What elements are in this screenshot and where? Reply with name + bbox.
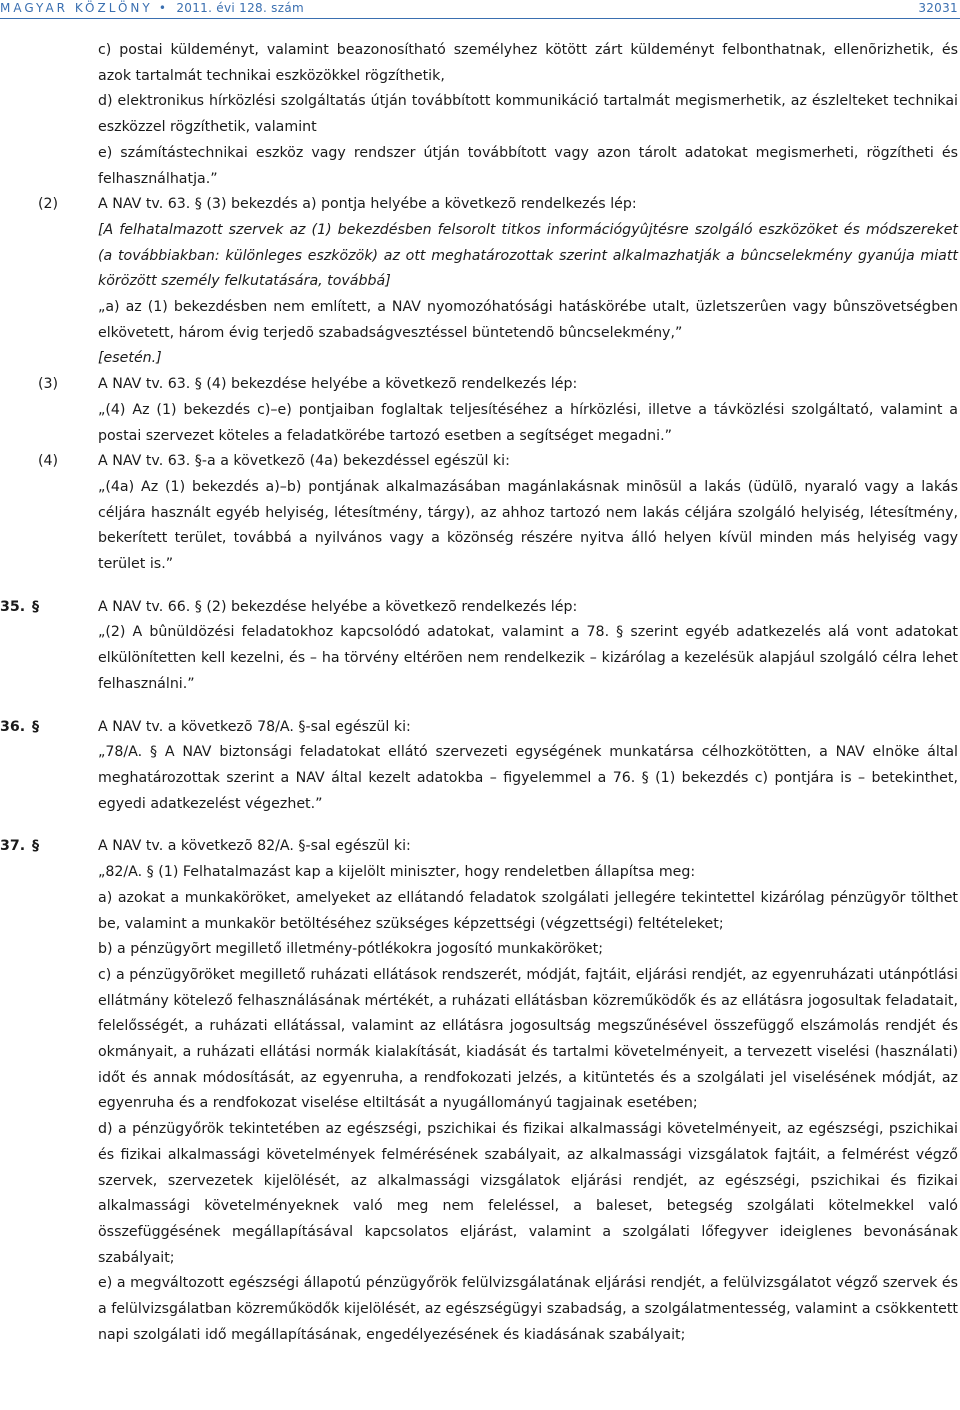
paragraph <box>0 295 960 346</box>
document-body <box>0 38 960 1348</box>
paragraph <box>0 141 960 192</box>
paragraph-text: „(4) Az (1) bekezdés c)–e) pontjaiban foglaltak teljesítéséhez a hírközlési, illetve a távközlési szolgáltató, valamint a postai szervezet köteles a feladatkörébe tartozó esetben a segítséget megadni.” <box>98 401 958 444</box>
paragraph-number: (4) <box>38 453 59 470</box>
paragraph <box>0 1271 960 1348</box>
paragraph <box>0 1117 960 1271</box>
paragraph <box>0 937 960 963</box>
paragraph <box>0 89 960 140</box>
section-heading-paragraph <box>0 834 960 860</box>
paragraph <box>0 398 960 449</box>
paragraph-number: (3) <box>38 376 59 393</box>
paragraph-text: e) a megváltozott egészségi állapotú pénzügyőrök felülvizsgálatának eljárási rendjét, a felülvizsgálatot végző szervek és a felülvizsgálatban közreműködők kijelölését, az egészségügyi szabadság, a szolgálatmentesség, valamint a csökkentett napi szolgálati idő megállapításának, engedélyezésének és kiadásának szabályait; <box>98 1275 958 1343</box>
paragraph-text: A NAV tv. 63. § (3) bekezdés a) pontja helyébe a következõ rendelkezés lép: <box>98 196 637 213</box>
paragraph-number: (2) <box>38 196 59 213</box>
bullet-separator: • <box>158 1 167 15</box>
paragraph <box>0 860 960 886</box>
page-header <box>0 0 960 19</box>
paragraph-text: „78/A. § A NAV biztonsági feladatokat ellátó szervezeti egységének munkatársa célhozkötötten, a NAV elnöke által meghatározottak szerint a NAV által kezelt adatokba – figyelemmel a 76. § (1) bekezdés c) pontjára is – betekinthet, egyedi adatkezelést végezhet.” <box>98 744 958 812</box>
paragraph-text: „(2) A bûnüldözési feladatokhoz kapcsolódó adatokat, valamint a 78. § szerint egyéb adatkezelés alá vont adatokat elkülönítetten kell kezelni, és – ha törvény eltérõen nem rendelkezik – kizárólag a kezelésük alapjául szolgáló célra lehet felhasználni.” <box>98 624 958 692</box>
paragraph-text: c) postai küldeményt, valamint beazonosítható személyhez kötött zárt küldeményt felbonthatnak, ellenõrizhetik, és azok tartalmát technikai eszközökkel rögzíthetik, <box>98 42 958 84</box>
running-head <box>0 0 304 16</box>
numbered-paragraph <box>0 372 960 398</box>
issue-label: 2011. évi 128. szám <box>176 1 304 15</box>
section-symbol: § <box>32 838 40 855</box>
paragraph <box>0 475 960 578</box>
paragraph-text: [A felhatalmazott szervek az (1) bekezdésben felsorolt titkos információgyûjtésre szolgáló eszközöket és módszereket (a továbbiakban: különleges eszközök) az ott meghatározottak szerint alkalmazhatják a bûncselekmény gyanúja miatt körözött személy felkutatására, továbbá] <box>98 221 958 290</box>
section-symbol: § <box>32 598 40 615</box>
paragraph-text: A NAV tv. a következõ 82/A. §-sal egészül ki: <box>98 838 411 855</box>
page-number: 32031 <box>918 1 958 15</box>
section-symbol: § <box>32 718 40 735</box>
numbered-paragraph <box>0 192 960 218</box>
paragraph <box>0 963 960 1117</box>
section-spacer <box>0 698 960 715</box>
paragraph <box>0 886 960 937</box>
section-heading-paragraph <box>0 715 960 741</box>
paragraph-text: d) a pénzügyőrök tekintetében az egészségi, pszichikai és fizikai alkalmassági követelményeit, az egészségi, pszichikai és fizikai alkalmassági követelmények felmérésének szabályait, az alkalmassági vizsgálatok fajtáit, a felmérést végző szervek, szervezetek kijelölését, az alkalmassági vizsgálatok eljárási rendjét, az egészségi, pszichikai és fizikai alkalmassági követelményeknek való meg nem feleléssel, a baleset, betegség szolgálati kötelmekkel való összefüggésének megállapításával kapcsolatos eljárást, valamint a szolgálati lőfegyver ideiglenes bevonásának szabályait; <box>98 1121 958 1266</box>
section-number: 36. <box>0 718 26 735</box>
paragraph-text: A NAV tv. 63. §-a a következõ (4a) bekezdéssel egészül ki: <box>98 453 510 470</box>
paragraph-text: „82/A. § (1) Felhatalmazást kap a kijelölt miniszter, hogy rendeletben állapítsa meg: <box>98 864 696 881</box>
paragraph-text: b) a pénzügyõrt megillető illetmény-pótlékokra jogosító munkaköröket; <box>98 941 603 958</box>
section-number: 37. <box>0 838 26 855</box>
paragraph <box>0 346 960 372</box>
paragraph-text: [esetén.] <box>98 350 162 367</box>
paragraph-text: A NAV tv. a következõ 78/A. §-sal egészül ki: <box>98 718 411 735</box>
paragraph-text: A NAV tv. 63. § (4) bekezdése helyébe a következõ rendelkezés lép: <box>98 376 578 393</box>
paragraph-text: d) elektronikus hírközlési szolgáltatás útján továbbított kommunikáció tartalmát megismerhetik, az észlelteket technikai eszközzel rögzíthetik, valamint <box>98 93 958 136</box>
paragraph <box>0 740 960 817</box>
numbered-paragraph <box>0 449 960 475</box>
paragraph-text: A NAV tv. 66. § (2) bekezdése helyébe a következõ rendelkezés lép: <box>98 598 578 615</box>
paragraph <box>0 38 960 89</box>
section-spacer <box>0 817 960 834</box>
section-spacer <box>0 578 960 595</box>
section-number: 35. <box>0 598 26 615</box>
section-heading-paragraph <box>0 595 960 621</box>
paragraph <box>0 218 960 295</box>
paragraph <box>0 620 960 697</box>
paragraph-text: c) a pénzügyõröket megillető ruházati ellátások rendszerét, módját, fajtáit, eljárási rendjét, az egyenruházati utánpótlási ellátmány kötelező felhasználásának mértékét, a ruházati ellátásban közreműködők és az ellátásra jogosultak feladatait, felelősségét, a ruházati ellátással, valamint az ellátásra jogosultság megszűnésével összefüggő elszámolás rendjét és okmányait, a ruházati ellátási normák kialakítását, kiadását és tartalmi követelményeit, a tervezett viselési (használati) időt és annak módosítását, az egyenruha, a rendfokozati jelzés, a kitüntetés és a szolgálati jel viselésének módját, az egyenruha és a rendfokozat viselése eltiltását a nyugállományú tagjainak esetében; <box>98 966 958 1112</box>
paragraph-text: „(4a) Az (1) bekezdés a)–b) pontjának alkalmazásában magánlakásnak minõsül a lakás (üdülõ, nyaraló vagy a lakás céljára használt egyéb helyiség, létesítmény, tárgy), az ahhoz tartozó nem lakás céljára szolgáló helyiség, létesítmény, bekerített terület, továbbá a nyilvános vagy a közönség részére nyitva álló helyen kívül minden más helyiség vagy terület is.” <box>98 478 958 573</box>
paragraph-text: e) számítástechnikai eszköz vagy rendszer útján továbbított vagy azon tárolt adatokat megismerheti, rögzítheti és felhasználhatja.” <box>98 144 958 187</box>
paragraph-text: a) azokat a munkaköröket, amelyeket az ellátandó feladatok szolgálati jellegére tekintettel kizárólag pénzügyõr tölthet be, valamint a munkakör betöltéséhez szükséges képzettségi (végzettségi) feltételeket; <box>98 889 958 932</box>
paragraph-text: „a) az (1) bekezdésben nem említett, a NAV nyomozóhatósági hatáskörébe utalt, üzletszerûen vagy bûnszövetségben elkövetett, három évig terjedõ szabadságvesztéssel büntetendõ bûncselekmény,” <box>98 299 958 341</box>
journal-title: MAGYAR KÖZLÖNY <box>0 1 153 15</box>
